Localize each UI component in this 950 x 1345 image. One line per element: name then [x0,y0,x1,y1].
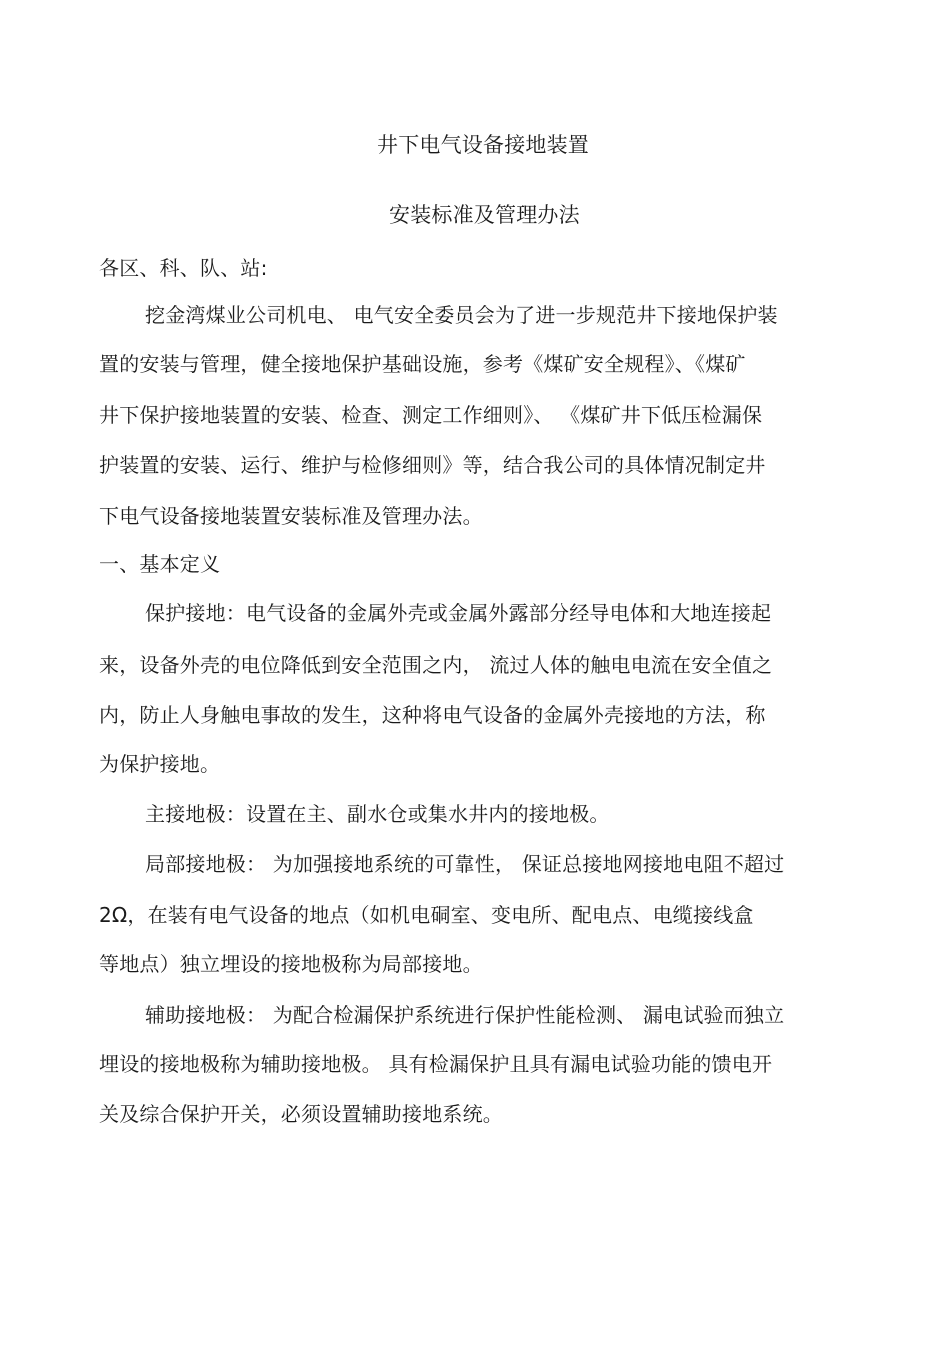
definition-line: 埋设的接地极称为辅助接地极。 具有检漏保护且具有漏电试验功能的馈电开 [99,1052,773,1076]
intro-line: 挖金湾煤业公司机电、 电气安全委员会为了进一步规范井下接地保护装 [145,303,778,327]
definition-line: 关及综合保护开关，必须设置辅助接地系统。 [99,1102,503,1126]
document-title-line1: 井下电气设备接地装置 [377,133,589,157]
definition-line: 局部接地极： 为加强接地系统的可靠性， 保证总接地网接地电阻不超过 [145,852,785,876]
salutation: 各区、科、队、站: [99,256,268,280]
intro-line: 井下保护接地装置的安装、检查、测定工作细则》、 《煤矿井下低压检漏保 [99,403,763,427]
definition-line: 为保护接地。 [99,752,221,776]
definition-line: 来，设备外壳的电位降低到安全范围之内， 流过人体的触电电流在安全值之 [99,653,773,677]
definition-line: 保护接地：电气设备的金属外壳或金属外露部分经导电体和大地连接起 [145,601,772,625]
definition-line: 主接地极：设置在主、副水仓或集水井内的接地极。 [145,802,610,826]
definition-line: 内，防止人身触电事故的发生，这种将电气设备的金属外壳接地的方法，称 [99,703,766,727]
section-heading-basic-definitions: 一、基本定义 [99,552,221,576]
intro-line: 置的安装与管理，健全接地保护基础设施，参考《煤矿安全规程》、《煤矿 [99,352,746,376]
definition-line: 2Ω，在装有电气设备的地点（如机电硐室、变电所、配电点、电缆接线盒 [99,903,754,927]
definition-line: 等地点）独立埋设的接地极称为局部接地。 [99,952,483,976]
definition-line: 辅助接地极： 为配合检漏保护系统进行保护性能检测、 漏电试验而独立 [145,1003,785,1027]
document-title-line2: 安装标准及管理办法 [389,203,580,227]
intro-line: 下电气设备接地装置安装标准及管理办法。 [99,504,483,528]
intro-line: 护装置的安装、运行、维护与检修细则》等，结合我公司的具体情况制定井 [99,453,766,477]
